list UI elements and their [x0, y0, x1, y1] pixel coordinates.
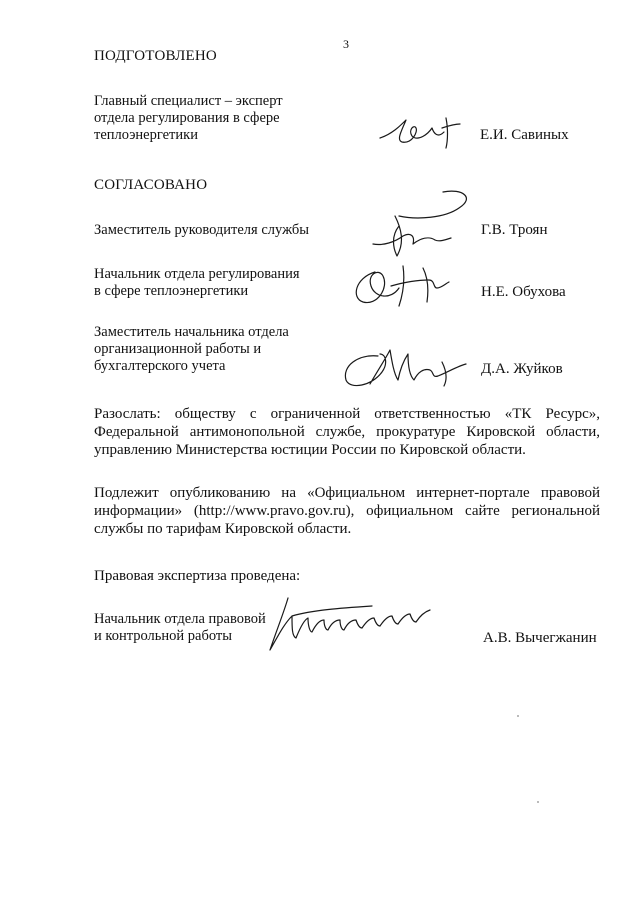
signatory-name: Г.В. Троян [481, 222, 548, 238]
position-line: отдела регулирования в сфере [94, 110, 280, 126]
distribution-paragraph: Разослать: обществу с ограниченной ответственностью «ТК Ресурс», Федеральной антимонопольной службе, прокуратуре Кировской области, управлению Министерства юстиции России по Кировской области. [94, 406, 600, 458]
position-line: Заместитель руководителя службы [94, 222, 310, 238]
prepared-name: Е.И. Савиных [480, 127, 569, 143]
position-line: Заместитель начальника отдела [94, 324, 289, 340]
legal-review-statement: Правовая экспертиза проведена: [94, 568, 301, 584]
signatory-position [94, 222, 309, 239]
signature-savinykh [372, 108, 482, 153]
agreed-heading: СОГЛАСОВАНО [94, 177, 208, 193]
position-line: в сфере теплоэнергетики [94, 283, 249, 299]
position-line: бухгалтерского учета [94, 358, 226, 374]
signature-zhuykov [338, 340, 488, 395]
position-line: Главный специалист – эксперт [94, 93, 283, 109]
prepared-position [94, 93, 283, 144]
scan-speck [537, 801, 539, 803]
position-line: Начальник отдела правовой [94, 611, 266, 627]
publication-paragraph: Подлежит опубликованию на «Официальном интернет-портале правовой информации» (http://www.pravo.gov.ru), официальном сайте региональной службы по тарифам Кировской области. [94, 485, 600, 537]
signatory-position [94, 324, 289, 375]
signature-vychegzhanin [262, 592, 447, 654]
scan-speck [517, 715, 519, 717]
legal-review-position [94, 611, 266, 645]
signature-obukhova [345, 258, 470, 313]
page-number: 3 [343, 37, 349, 51]
signatory-position [94, 266, 300, 300]
signatory-name: Н.Е. Обухова [481, 284, 566, 300]
signature-troyan [355, 186, 480, 261]
legal-review-name: А.В. Вычегжанин [483, 630, 597, 646]
position-line: и контрольной работы [94, 628, 232, 644]
prepared-heading: ПОДГОТОВЛЕНО [94, 48, 217, 64]
position-line: теплоэнергетики [94, 127, 198, 143]
position-line: организационной работы и [94, 341, 262, 357]
signatory-name: Д.А. Жуйков [481, 361, 563, 377]
position-line: Начальник отдела регулирования [94, 266, 300, 282]
